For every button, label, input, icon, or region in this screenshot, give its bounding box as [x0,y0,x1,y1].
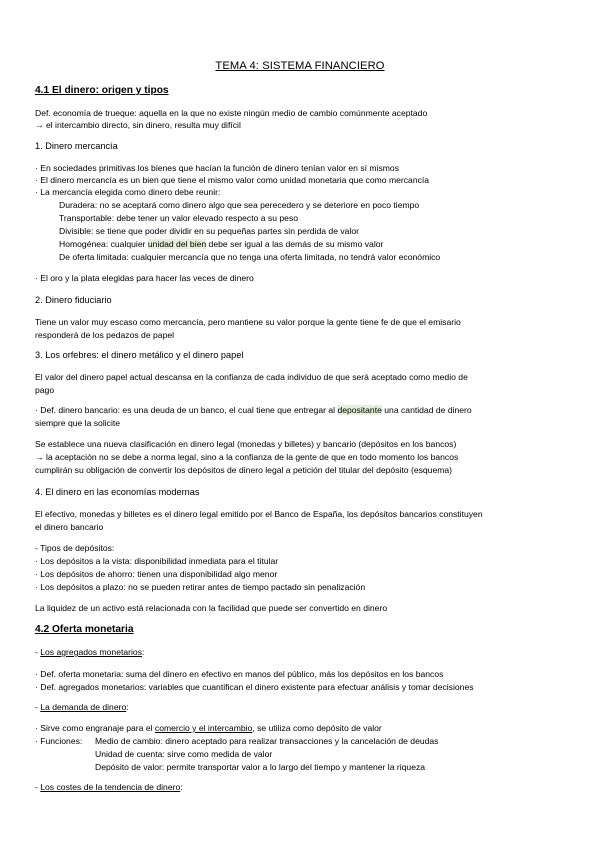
subheading-dinero-fiduciario: 2. Dinero fiduciario [35,295,112,305]
requirement-divisible: Divisible: se tiene que poder dividir en su pequeñas partes sin perdida de valor [59,226,360,236]
function-unidad-de-cuenta: Unidad de cuenta: sirve como medida de valor [95,749,273,759]
document-title: TEMA 4: SISTEMA FINANCIERO [215,60,385,72]
text-run: : [142,647,145,657]
function-deposito-de-valor: Depósito de valor: permite transportar valor a lo largo del tiempo y mantener la riqueza [95,762,426,772]
section-heading-4-1: 4.1 El dinero: origen y tipos [35,85,169,96]
text-run: , se utiliza como depósito de valor [252,723,382,733]
functions-label: · Funciones: [35,736,83,746]
requirement-duradera: Duradera: no se aceptará como dinero algo que sea perecedero y se deteriore en poco tiempo [59,200,420,210]
topic-costes-tendencia-dinero [35,782,183,793]
paragraph-line: El valor del dinero papel actual descansa en la confianza de cada individuo de que será aceptado como medio de [35,372,468,382]
bullet-line: · El dinero mercancía es un bien que tiene el mismo valor como unidad monetaria que como mercancía [35,175,430,185]
highlighted-text: depositante [337,405,382,415]
list-item: · Los depósitos de ahorro: tienen una disponibilidad algo menor [35,569,278,579]
underlined-text: comercio y el intercambio [154,723,253,733]
functions-line [35,736,438,747]
underlined-heading: Los costes de la tendencia de dinero [40,782,181,792]
paragraph-line: responderá de los pedazos de papel [35,330,175,340]
subheading-economias-modernas: 4. El dinero en las economías modernas [35,487,200,497]
paragraph-line: La liquidez de un activo está relacionada con la facilidad que puede ser convertido en dinero [35,603,388,613]
bullet-line: · En sociedades primitivas los bienes que hacían la función de dinero tenían valor en sí mismos [35,163,400,173]
paragraph-line: cumplirán su obligación de convertir los depósitos de dinero legal a petición del titular del depósito (esquema) [35,465,453,475]
section-heading-4-2: 4.2 Oferta monetaria [35,624,134,635]
text-run: una cantidad de dinero [381,405,472,415]
paragraph-line: Tiene un valor muy escaso como mercancía, pero mantiene su valor porque la gente tiene fe de que el emisario [35,317,461,327]
definition-trueque: Def. economía de trueque: aquella en la que no existe ningún medio de cambio comúnmente aceptado [35,108,428,118]
definition-oferta-monetaria: · Def. oferta monetaria: suma del dinero en efectivo en manos del público, más los depósitos en los bancos [35,669,444,679]
topic-demanda-de-dinero [35,702,129,713]
text-run: - [35,782,41,792]
list-item: · Los depósitos a la vista: disponibilidad inmediata para el titular [35,556,279,566]
paragraph-line: el dinero bancario [35,522,104,532]
underlined-heading: Los agregados monetarios [40,647,143,657]
paragraph-line: El efectivo, monedas y billetes es el dinero legal emitido por el Banco de España, los depósitos bancarios constituyen [35,509,483,519]
topic-agregados-monetarios [35,647,144,658]
bullet-line: · La mercancía elegida como dinero debe reunir: [35,187,221,197]
subheading-dinero-mercancia: 1. Dinero mercancía [35,141,118,151]
bullet-line [35,723,382,734]
subheading-orfebres: 3. Los orfebres: el dinero metálico y el dinero papel [35,350,244,360]
definition-agregados-monetarios: · Def. agregados monetarios: variables que cuantifican el dinero existente para efectuar análisis y tomar decisiones [35,682,474,692]
function-medio-de-cambio: Medio de cambio: dinero aceptado para realizar transacciones y la cancelación de deudas [95,736,439,746]
text-run: · Def. dinero bancario: es una deuda de un banco, el cual tiene que entregar al [35,405,338,415]
requirement-homogenea [59,239,383,250]
list-item: · Los depósitos a plazo: no se pueden retirar antes de tiempo pactado sin penalización [35,582,366,592]
text-run: debe ser igual a las demás de su mismo valor [206,239,384,249]
list-heading: - Tipos de depósitos: [35,543,115,553]
text-run: - [35,702,41,712]
highlighted-text: unidad del bien [147,239,207,249]
definition-trueque-consequence: → el intercambio directo, sin dinero, resulta muy difícil [35,120,241,130]
text-run: · Sirve como engranaje para el [35,723,155,733]
text-run: - [35,647,41,657]
underlined-heading: La demanda de dinero [40,702,127,712]
requirement-transportable: Transportable: debe tener un valor elevado respecto a su peso [59,213,299,223]
paragraph-line: Se establece una nueva clasificación en dinero legal (monedas y billetes) y bancario (depósitos en los bancos) [35,439,457,449]
text-run: : [180,782,183,792]
paragraph-line: siempre que la solicite [35,418,121,428]
definition-dinero-bancario [35,405,472,416]
paragraph-line: → la aceptación no se debe a norma legal, sino a la confianza de la gente de que en todo momento los bancos [35,452,459,462]
text-run: : [126,702,129,712]
bullet-line: · El oro y la plata elegidas para hacer las veces de dinero [35,273,254,283]
requirement-oferta-limitada: De oferta limitada: cualquier mercancía que no tenga una oferta limitada, no tendrá valor económico [59,252,441,262]
paragraph-line: pago [35,385,55,395]
text-run: Homogénea: cualquier [59,239,148,249]
